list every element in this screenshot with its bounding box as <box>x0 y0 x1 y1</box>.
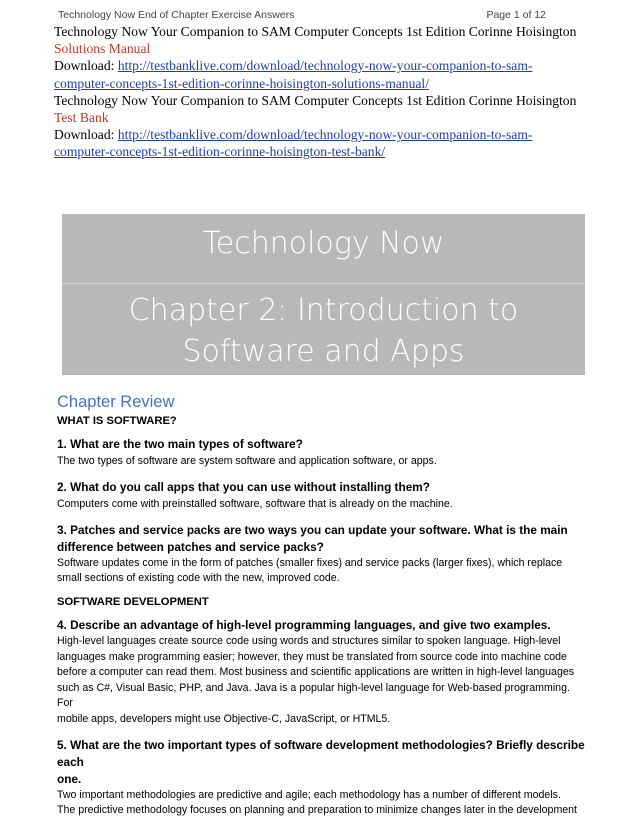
chapter-review-heading: Chapter Review <box>57 393 175 411</box>
chapter-title-banner <box>62 284 585 375</box>
answer-5: Two important methodologies are predictive and agile; each methodology has a number of different models. The predictive methodology focuses on planning and preparation to minimize changes later in the development <box>57 789 577 816</box>
book-title: Technology Now <box>202 226 445 261</box>
solutions-manual-title: Technology Now Your Companion to SAM Computer Concepts 1st Edition Corinne Hoisington <box>54 24 577 39</box>
answer-2: Computers come with preinstalled software, software that is already on the machine. <box>57 498 453 510</box>
test-bank-link-cont[interactable]: computer-concepts-1st-edition-corinne-hoisington-test-bank/ <box>54 144 386 160</box>
answer-3: Software updates come in the form of patches (smaller fixes) and service packs (larger fixes), which replace small sections of existing code with the new, improved code. <box>57 557 563 584</box>
solutions-manual-download <box>54 57 594 74</box>
solutions-manual-link-cont[interactable]: computer-concepts-1st-edition-corinne-hoisington-solutions-manual/ <box>54 75 429 91</box>
answer-1: The two types of software are system software and application software, or apps. <box>57 455 437 467</box>
test-bank-label: Test Bank <box>54 110 109 126</box>
solutions-manual-link[interactable]: http://testbanklive.com/download/technology-now-your-companion-to-sam- <box>117 58 533 74</box>
test-bank-link[interactable]: http://testbanklive.com/download/technology-now-your-companion-to-sam- <box>117 127 533 143</box>
question-2: 2. What do you call apps that you can use without installing them? <box>57 480 430 494</box>
section-heading-what-is-software: WHAT IS SOFTWARE? <box>57 415 177 427</box>
chapter-title-line2: Software and Apps <box>182 334 465 369</box>
question-3: 3. Patches and service packs are two ways you can update your software. What is the main difference between patches and service packs? <box>57 523 568 554</box>
chapter-title-line1: Chapter 2: Introduction to <box>128 293 519 328</box>
test-bank-download <box>54 126 594 143</box>
solutions-manual-label: Solutions Manual <box>54 41 151 57</box>
test-bank-title: Technology Now Your Companion to SAM Computer Concepts 1st Edition Corinne Hoisington <box>54 92 577 108</box>
question-1: 1. What are the two main types of software? <box>57 437 303 451</box>
section-heading-software-development: SOFTWARE DEVELOPMENT <box>57 596 209 608</box>
header-page-number: Page 1 of 12 <box>486 9 546 21</box>
answer-4: High-level languages create source code using words and structures similar to spoken language. High-level languages make programming easier; however, they must be translated from source code into machine code before a computer can read them. Most business and scientific applications are written in high-level languages such as C#, Visual Basic, PHP, and Java. Java is a popular high-level language for Web-based programming. For mobile apps, developers might use Objective-C, JavaScript, or HTML5. <box>57 635 575 725</box>
book-title-banner <box>62 214 585 283</box>
download-prefix: Download: <box>54 58 118 74</box>
question-5: 5. What are the two important types of software development methodologies? Briefly describe each one. <box>57 738 585 786</box>
source-block <box>54 23 594 161</box>
header-document-title: Technology Now End of Chapter Exercise Answers <box>58 9 295 21</box>
download-prefix: Download: <box>54 127 118 143</box>
question-4: 4. Describe an advantage of high-level programming languages, and give two examples. <box>57 618 551 632</box>
chapter-review <box>57 393 587 828</box>
